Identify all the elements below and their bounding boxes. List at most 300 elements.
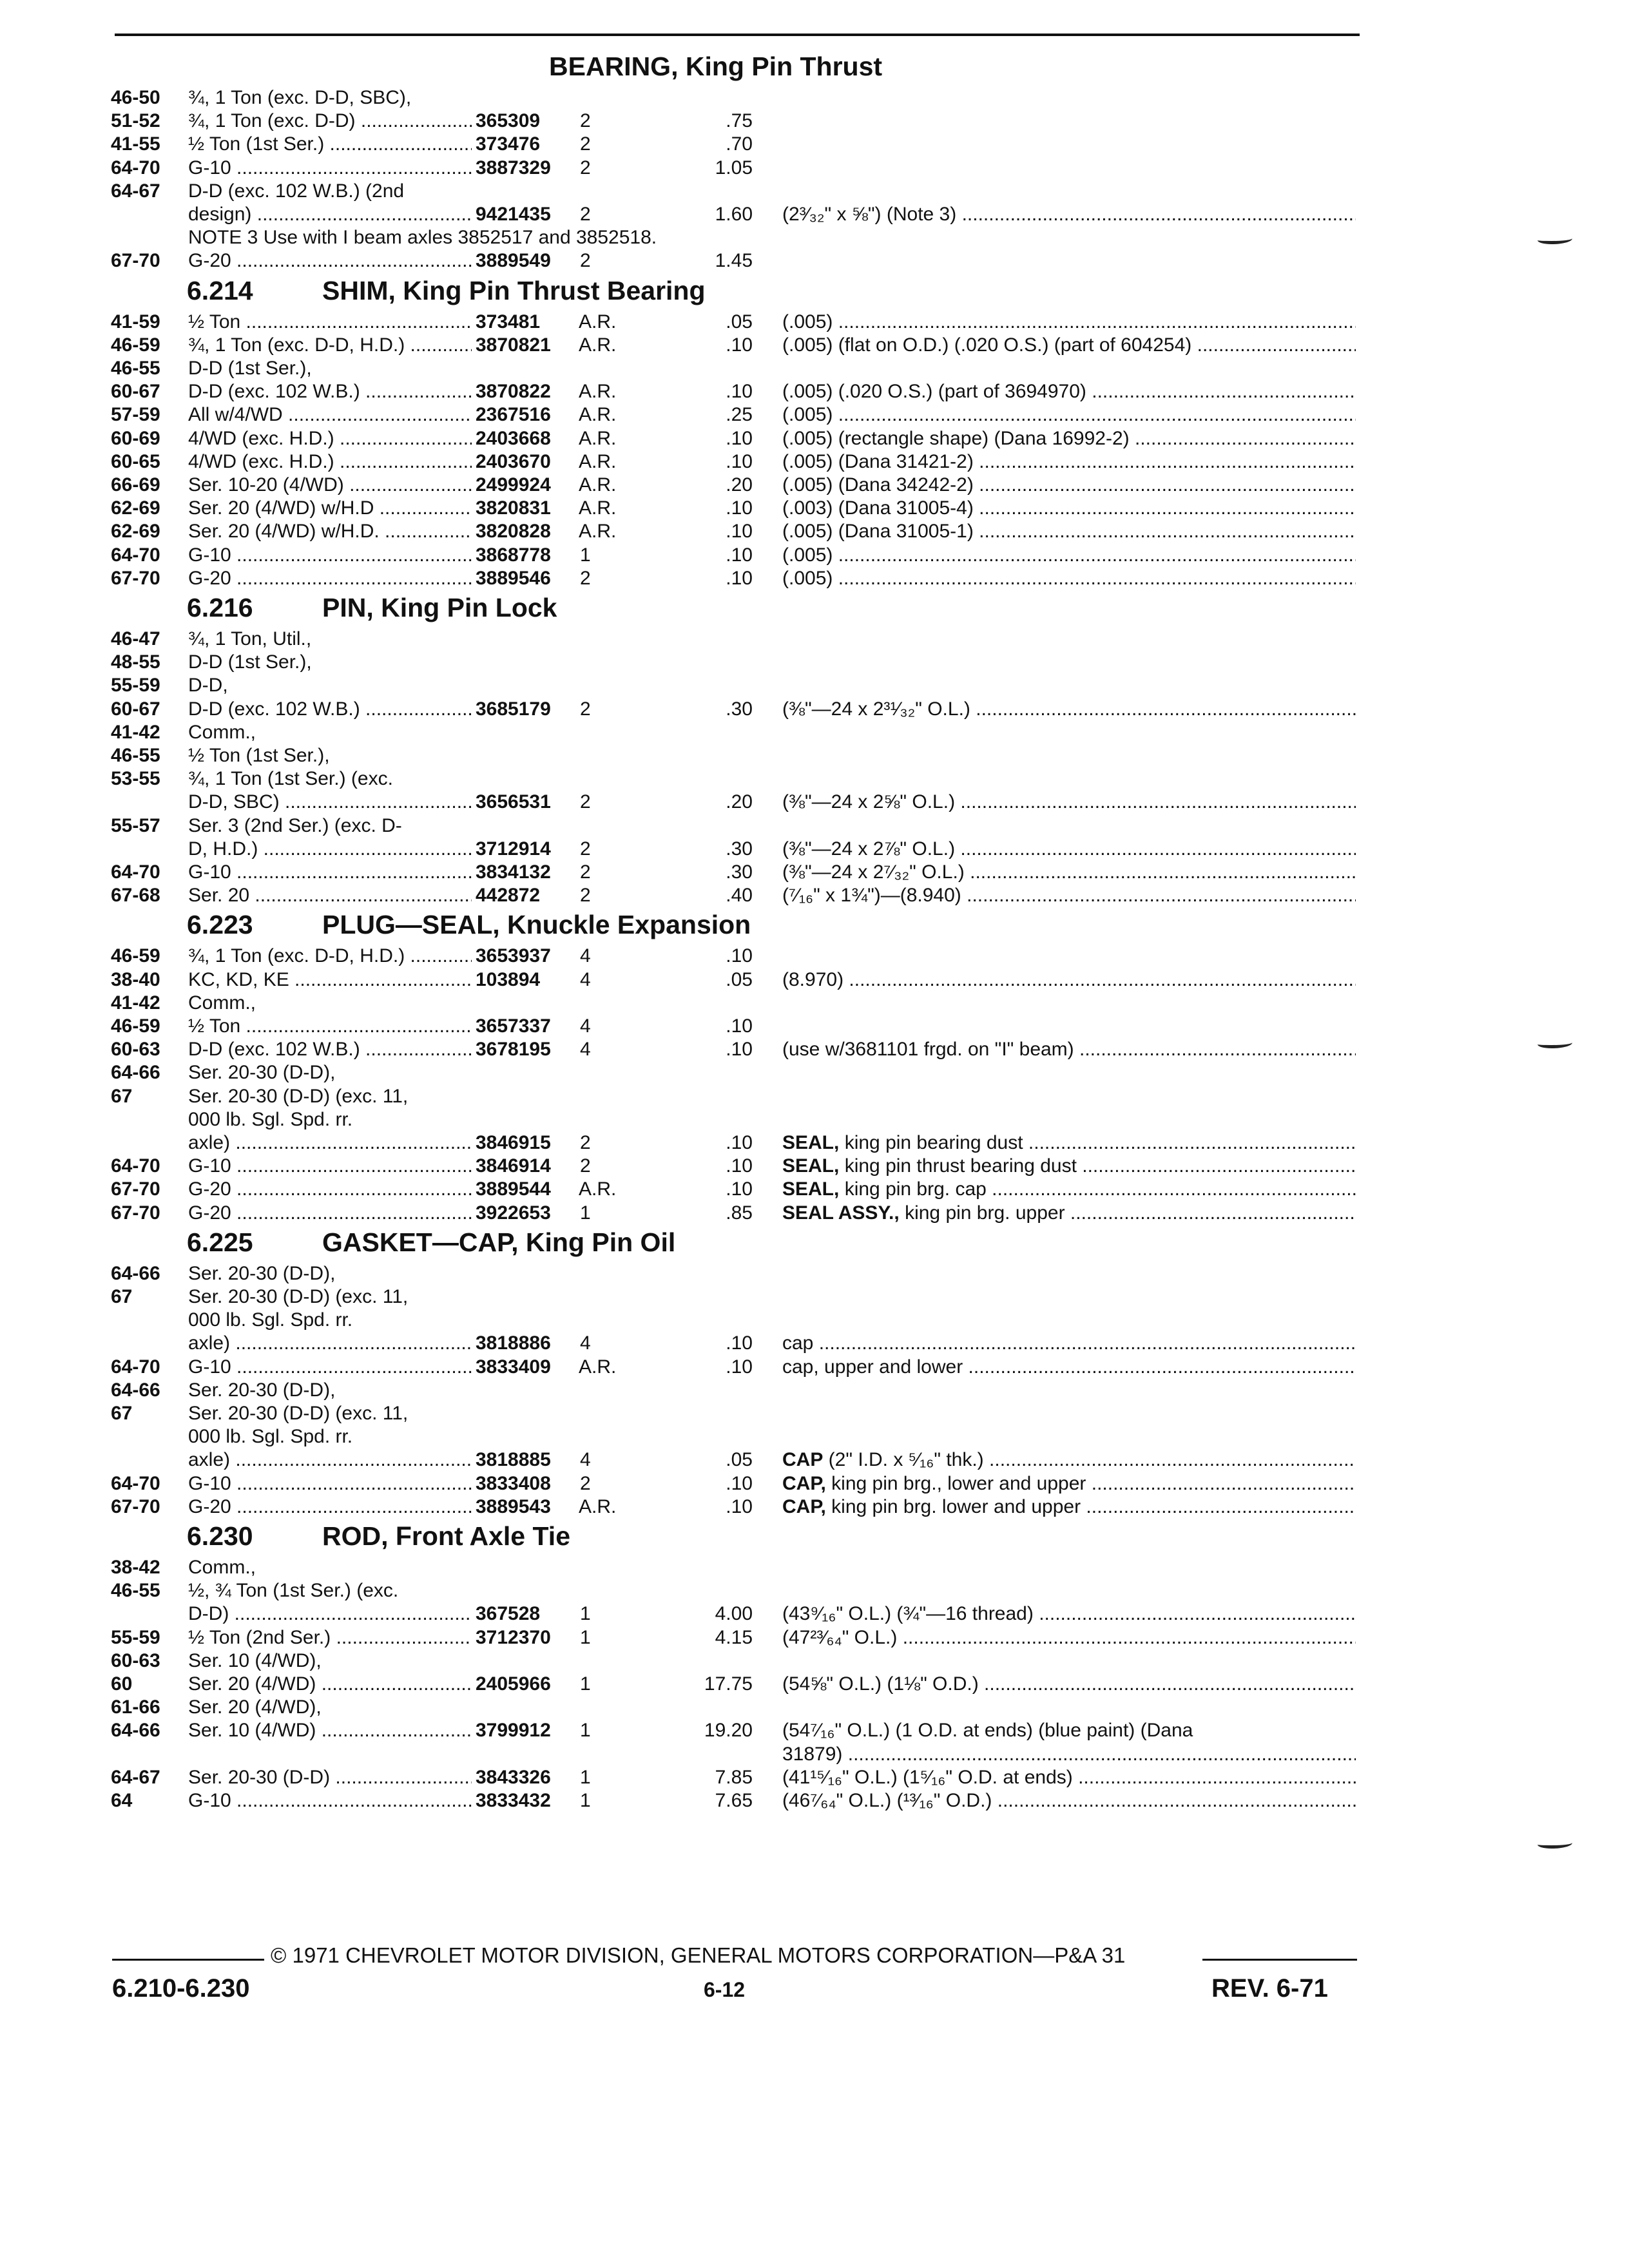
quantity: 2 (580, 250, 591, 272)
remarks (782, 520, 1356, 543)
application: Comm., (188, 992, 256, 1014)
application: G-10 ..... (188, 544, 472, 567)
application: KC, KD, KE ..... (188, 968, 472, 992)
section-number: 6.223 (187, 910, 253, 940)
part-number: 3685179 (476, 698, 551, 720)
remarks-bold: CAP, (782, 1495, 826, 1517)
table-row (0, 1309, 1629, 1332)
list-price: .10 (726, 334, 753, 356)
application: ¾, 1 Ton (exc. D-D, H.D.) ..... (188, 334, 472, 357)
quantity: 2 (580, 861, 591, 883)
table-row (0, 945, 1629, 968)
remarks (782, 1131, 1356, 1155)
table-row (0, 1061, 1629, 1084)
list-price: .10 (726, 1356, 753, 1378)
application: Ser. 10-20 (4/WD) ..... (188, 474, 472, 497)
part-number: 3868778 (476, 544, 551, 566)
application: G-20 ..... (188, 1202, 472, 1225)
table-row (0, 403, 1629, 427)
application: G-20 ..... (188, 1495, 472, 1519)
list-price: .75 (726, 110, 753, 132)
quantity: 2 (580, 157, 591, 178)
application: 4/WD (exc. H.D.) ..... (188, 450, 472, 474)
model-years: 46-59 (111, 334, 160, 356)
list-price: .10 (726, 497, 753, 519)
model-years: 67 (111, 1403, 133, 1424)
application: axle) ..... (188, 1332, 472, 1355)
table-row (0, 1379, 1629, 1402)
application: D-D (exc. 102 W.B.) ..... (188, 698, 472, 721)
application: D-D (exc. 102 W.B.) ..... (188, 1038, 472, 1061)
table-row (0, 110, 1629, 133)
application: Ser. 20-30 (D-D) (exc. 11, (188, 1403, 409, 1424)
part-number: 3889543 (476, 1495, 551, 1517)
quantity: A.R. (579, 334, 617, 356)
remarks (782, 1178, 1356, 1201)
application: G-10 ..... (188, 1789, 472, 1812)
remarks-text: (41¹⁵⁄₁₆" O.L.) (1⁵⁄₁₆" O.D. at ends) (782, 1766, 1073, 1788)
application: ½ Ton (2nd Ser.) ..... (188, 1626, 472, 1649)
part-number: 3657337 (476, 1015, 551, 1037)
section-heading (187, 1521, 570, 1552)
application: 4/WD (exc. H.D.) ..... (188, 427, 472, 450)
section-number: 6.230 (187, 1521, 253, 1551)
quantity: 1 (580, 1603, 591, 1625)
remarks-text: (.005) (rectangle shape) (Dana 16992-2) (782, 427, 1130, 449)
application: D-D, SBC) ..... (188, 791, 472, 814)
table-row (0, 226, 1629, 249)
remarks-bold: SEAL, (782, 1132, 840, 1153)
section-number: 6.216 (187, 593, 253, 622)
quantity: 1 (580, 1766, 591, 1788)
part-number: 3870821 (476, 334, 551, 356)
remarks (782, 311, 1356, 334)
application: G-20 ..... (188, 249, 472, 273)
quantity: A.R. (579, 497, 617, 519)
remarks-text: (.005) (Dana 34242-2) (782, 474, 974, 495)
table-row (0, 544, 1629, 567)
model-years: 64-66 (111, 1262, 160, 1284)
table-row (0, 1602, 1629, 1626)
list-price: .10 (726, 521, 753, 543)
quantity: A.R. (579, 1178, 617, 1200)
quantity: 2 (580, 885, 591, 907)
table-row (0, 791, 1629, 814)
list-price: .10 (726, 1472, 753, 1494)
application: Ser. 10 (4/WD) ..... (188, 1719, 472, 1742)
remarks (782, 1602, 1356, 1626)
quantity: A.R. (579, 1356, 617, 1378)
application: All w/4/WD ..... (188, 403, 472, 427)
table-row (0, 1155, 1629, 1178)
part-number: 103894 (476, 968, 541, 990)
application: G-20 ..... (188, 1178, 472, 1201)
quantity: 1 (580, 1202, 591, 1224)
quantity: 4 (580, 1449, 591, 1471)
table-row (0, 968, 1629, 992)
section-heading (187, 276, 706, 306)
list-price: 4.15 (715, 1626, 753, 1648)
list-price: .05 (726, 1449, 753, 1471)
list-price: .30 (726, 838, 753, 860)
section-heading (187, 1227, 675, 1258)
remarks-text: (2³⁄₃₂" x ⅝") (Note 3) (782, 204, 957, 225)
part-number: 3678195 (476, 1039, 551, 1061)
remarks (782, 1789, 1356, 1812)
footer-rule-right (1202, 1959, 1357, 1961)
list-price: .10 (726, 945, 753, 967)
quantity: A.R. (579, 381, 617, 403)
table-row (0, 1696, 1629, 1719)
part-number: 3889546 (476, 567, 551, 589)
model-years: 60-69 (111, 427, 160, 449)
footer-section-range: 6.210-6.230 (112, 1974, 250, 2003)
part-number: 2403668 (476, 427, 551, 449)
model-years: 67-70 (111, 1178, 160, 1200)
model-years: 60-67 (111, 381, 160, 403)
application: G-20 ..... (188, 567, 472, 590)
quantity: A.R. (579, 450, 617, 472)
part-number: 3922653 (476, 1202, 551, 1224)
part-number: 3833409 (476, 1356, 551, 1378)
remarks (782, 1356, 1356, 1379)
list-price: .20 (726, 474, 753, 495)
model-years: 67-70 (111, 1495, 160, 1517)
part-number: 3799912 (476, 1720, 551, 1742)
table-row (0, 1402, 1629, 1425)
remarks (782, 1448, 1356, 1472)
remarks (782, 567, 1356, 590)
table-row (0, 450, 1629, 474)
model-years: 46-55 (111, 1580, 160, 1602)
model-years: 48-55 (111, 651, 160, 673)
footer-page-number: 6-12 (704, 1978, 746, 2001)
model-years: 62-69 (111, 521, 160, 543)
list-price: .10 (726, 1178, 753, 1200)
remarks (782, 1495, 1356, 1519)
remarks-text: (⅜"—24 x 2⁷⁄₃₂" O.L.) (782, 861, 965, 883)
part-number: 3846914 (476, 1155, 551, 1177)
remarks-text: cap, upper and lower (782, 1356, 963, 1378)
quantity: 1 (580, 1720, 591, 1742)
model-years: 38-42 (111, 1557, 160, 1578)
application: Ser. 20 (4/WD) w/H.D ..... (188, 497, 472, 520)
table-row (0, 249, 1629, 273)
table-row (0, 1673, 1629, 1696)
list-price: 4.00 (715, 1603, 753, 1625)
remarks (782, 791, 1356, 814)
section-title: SHIM, King Pin Thrust Bearing (322, 275, 706, 305)
list-price: .25 (726, 404, 753, 426)
quantity: A.R. (579, 427, 617, 449)
application: D-D (exc. 102 W.B.) (2nd (188, 180, 405, 202)
part-number: 3834132 (476, 861, 551, 883)
remarks (782, 380, 1356, 403)
part-number: 9421435 (476, 204, 551, 225)
list-price: .70 (726, 133, 753, 155)
quantity: 2 (580, 1472, 591, 1494)
table-row (0, 1015, 1629, 1038)
quantity: 2 (580, 567, 591, 589)
quantity: 2 (580, 1155, 591, 1177)
model-years: 64-70 (111, 1472, 160, 1494)
table-row (0, 1743, 1629, 1766)
application: ½ Ton (1st Ser.), (188, 745, 330, 766)
list-price: .10 (726, 1332, 753, 1354)
remarks (782, 1719, 1356, 1742)
table-row (0, 721, 1629, 744)
section-number: 6.214 (187, 275, 253, 305)
application: ¾, 1 Ton, Util., (188, 628, 312, 649)
quantity: 2 (580, 791, 591, 813)
table-row (0, 1649, 1629, 1673)
model-years: 64-66 (111, 1720, 160, 1742)
table-row (0, 1108, 1629, 1131)
remarks-text: king pin thrust bearing dust (839, 1155, 1077, 1177)
model-years: 55-57 (111, 814, 160, 836)
application: Ser. 20 ..... (188, 884, 472, 907)
part-number: 3833408 (476, 1472, 551, 1494)
list-price: 1.60 (715, 204, 753, 225)
table-row (0, 157, 1629, 180)
list-price: .10 (726, 1015, 753, 1037)
model-years: 67-70 (111, 250, 160, 272)
remarks (782, 968, 1356, 992)
model-years: 55-59 (111, 1626, 160, 1648)
model-years: 41-42 (111, 721, 160, 743)
list-price: 1.45 (715, 250, 753, 272)
remarks-bold: CAP, (782, 1472, 826, 1494)
remarks-text: (use w/3681101 frgd. on "I" beam) (782, 1039, 1074, 1061)
application: ½ Ton (1st Ser.) ..... (188, 133, 472, 156)
application: D-D, (188, 675, 228, 697)
remarks-text: 31879) (782, 1743, 843, 1765)
table-row (0, 1085, 1629, 1108)
remarks-text: (8.970) (782, 968, 844, 990)
model-years: 57-59 (111, 404, 160, 426)
table-row (0, 86, 1629, 110)
remarks-text: (.005) (flat on O.D.) (.020 O.S.) (part of 604254) (782, 334, 1192, 356)
part-number: 3818885 (476, 1449, 551, 1471)
model-years: 46-59 (111, 1015, 160, 1037)
application: G-10 ..... (188, 157, 472, 180)
footer-revision: REV. 6-71 (1211, 1974, 1328, 2003)
remarks-text: (54⅝" O.L.) (1⅛" O.D.) (782, 1673, 979, 1695)
application: ¾, 1 Ton (1st Ser.) (exc. (188, 768, 393, 790)
table-row (0, 1556, 1629, 1579)
table-row (0, 1472, 1629, 1495)
part-number: 3887329 (476, 157, 551, 178)
table-row (0, 474, 1629, 497)
list-price: .30 (726, 698, 753, 720)
remarks-text: (.005) (782, 544, 833, 566)
application: 000 lb. Sgl. Spd. rr. (188, 1108, 353, 1130)
application: Ser. 20-30 (D-D), (188, 1379, 336, 1401)
model-years: 46-47 (111, 628, 160, 649)
quantity: 4 (580, 1039, 591, 1061)
list-price: .10 (726, 1495, 753, 1517)
quantity: 1 (580, 1626, 591, 1648)
remarks (782, 203, 1356, 226)
section-title: ROD, Front Axle Tie (322, 1521, 570, 1551)
table-row (0, 744, 1629, 767)
part-number: 2403670 (476, 450, 551, 472)
quantity: 4 (580, 968, 591, 990)
table-row (0, 1285, 1629, 1309)
model-years: 62-69 (111, 497, 160, 519)
table-row (0, 311, 1629, 334)
remarks-bold: CAP (782, 1449, 824, 1471)
part-number: 3712914 (476, 838, 551, 860)
table-row (0, 651, 1629, 674)
model-years: 64-66 (111, 1379, 160, 1401)
remarks (782, 497, 1356, 520)
model-years: 66-69 (111, 474, 160, 495)
application: G-10 ..... (188, 861, 472, 884)
quantity: 1 (580, 544, 591, 566)
application: Ser. 20-30 (D-D) (exc. 11, (188, 1085, 409, 1107)
application: Comm., (188, 1557, 256, 1578)
application: axle) ..... (188, 1131, 472, 1155)
top-rule (115, 34, 1360, 36)
model-years: 46-50 (111, 87, 160, 108)
part-number: 3820828 (476, 521, 551, 543)
application: ¾, 1 Ton (exc. D-D, H.D.) ..... (188, 945, 472, 968)
application: Ser. 20 (4/WD), (188, 1696, 322, 1718)
section-title: GASKET—CAP, King Pin Oil (322, 1227, 676, 1257)
application: axle) ..... (188, 1448, 472, 1472)
remarks-text: (47²³⁄₆₄" O.L.) (782, 1626, 898, 1648)
application: Ser. 20-30 (D-D) (exc. 11, (188, 1286, 409, 1307)
list-price: .10 (726, 544, 753, 566)
table-row (0, 1448, 1629, 1472)
section-title: PLUG—SEAL, Knuckle Expansion (322, 910, 751, 940)
part-number: 3843326 (476, 1766, 551, 1788)
list-price: .10 (726, 450, 753, 472)
table-row (0, 628, 1629, 651)
remarks-text: (2" I.D. x ⁵⁄₁₆" thk.) (823, 1449, 984, 1471)
remarks (782, 1155, 1356, 1178)
quantity: A.R. (579, 474, 617, 495)
remarks (782, 838, 1356, 861)
model-years: 64-70 (111, 861, 160, 883)
model-years: 64-70 (111, 544, 160, 566)
part-number: 365309 (476, 110, 541, 132)
part-number: 3870822 (476, 381, 551, 403)
table-row (0, 1131, 1629, 1155)
remarks-text: (.005) (.020 O.S.) (part of 3694970) (782, 381, 1086, 403)
list-price: .05 (726, 968, 753, 990)
model-years: 67 (111, 1286, 133, 1307)
model-years: 60 (111, 1673, 133, 1695)
model-years: 64-70 (111, 157, 160, 178)
table-row (0, 767, 1629, 791)
application: D-D) ..... (188, 1602, 472, 1626)
model-years: 55-59 (111, 675, 160, 697)
quantity: A.R. (579, 1495, 617, 1517)
model-years: 64-67 (111, 1766, 160, 1788)
remarks-text: (.005) (Dana 31005-1) (782, 521, 974, 543)
quantity: 2 (580, 133, 591, 155)
table-row (0, 1495, 1629, 1519)
remarks (782, 1743, 1356, 1766)
application: Ser. 20-30 (D-D), (188, 1062, 336, 1084)
quantity: 4 (580, 1332, 591, 1354)
quantity: 2 (580, 204, 591, 225)
application: design) ..... (188, 203, 472, 226)
application: G-10 ..... (188, 1155, 472, 1178)
part-number: 3846915 (476, 1132, 551, 1153)
application: Ser. 20-30 (D-D), (188, 1262, 336, 1284)
table-row (0, 1332, 1629, 1355)
remarks-text: (54⁷⁄₁₆" O.L.) (1 O.D. at ends) (blue paint) (Dana (782, 1720, 1193, 1742)
table-row (0, 1262, 1629, 1285)
remarks-text: king pin brg. cap (839, 1178, 987, 1200)
remarks (782, 884, 1356, 907)
application: D-D (1st Ser.), (188, 651, 312, 673)
application: ½, ¾ Ton (1st Ser.) (exc. (188, 1580, 399, 1602)
part-number: 3889549 (476, 250, 551, 272)
part-number: 3820831 (476, 497, 551, 519)
application: ¾, 1 Ton (exc. D-D, SBC), (188, 87, 412, 108)
quantity: 1 (580, 1673, 591, 1695)
quantity: 2 (580, 838, 591, 860)
application: D-D (exc. 102 W.B.) ..... (188, 380, 472, 403)
remarks (782, 1472, 1356, 1495)
model-years: 64 (111, 1790, 133, 1811)
remarks-text: king pin bearing dust (839, 1132, 1023, 1153)
model-years: 41-59 (111, 311, 160, 332)
table-row (0, 814, 1629, 838)
part-number: 3712370 (476, 1626, 551, 1648)
remarks-text: (⅜"—24 x 2³¹⁄₃₂" O.L.) (782, 698, 970, 720)
table-row (0, 357, 1629, 380)
table-row (0, 1178, 1629, 1201)
model-years: 60-67 (111, 698, 160, 720)
footer-copyright: © 1971 CHEVROLET MOTOR DIVISION, GENERAL MOTORS CORPORATION—P&A 31 (271, 1943, 1126, 1967)
remarks-bold: SEAL, (782, 1178, 840, 1200)
remarks (782, 1202, 1356, 1225)
list-price: .10 (726, 1039, 753, 1061)
model-years: 67-68 (111, 885, 160, 907)
remarks-text: (.005) (782, 404, 833, 426)
table-row (0, 520, 1629, 543)
application: G-10 ..... (188, 1472, 472, 1495)
list-price: .05 (726, 311, 753, 332)
application: D, H.D.) ..... (188, 838, 472, 861)
model-years: 46-59 (111, 945, 160, 967)
section-number: 6.225 (187, 1227, 253, 1257)
quantity: 4 (580, 945, 591, 967)
table-row (0, 838, 1629, 861)
application: Ser. 20 (4/WD) ..... (188, 1673, 472, 1696)
list-price: .40 (726, 885, 753, 907)
list-price: .10 (726, 1132, 753, 1153)
list-price: 17.75 (704, 1673, 753, 1695)
remarks-text: cap (782, 1332, 814, 1354)
remarks (782, 334, 1356, 357)
footnote: NOTE 3 Use with I beam axles 3852517 and 3852518. (188, 227, 657, 249)
table-row (0, 1356, 1629, 1379)
quantity: 1 (580, 1790, 591, 1811)
quantity: 2 (580, 1132, 591, 1153)
model-years: 61-66 (111, 1696, 160, 1718)
model-years: 67 (111, 1085, 133, 1107)
table-row (0, 133, 1629, 156)
part-number: 367528 (476, 1603, 541, 1625)
model-years: 60-63 (111, 1039, 160, 1061)
application: Ser. 20-30 (D-D) ..... (188, 1766, 472, 1789)
